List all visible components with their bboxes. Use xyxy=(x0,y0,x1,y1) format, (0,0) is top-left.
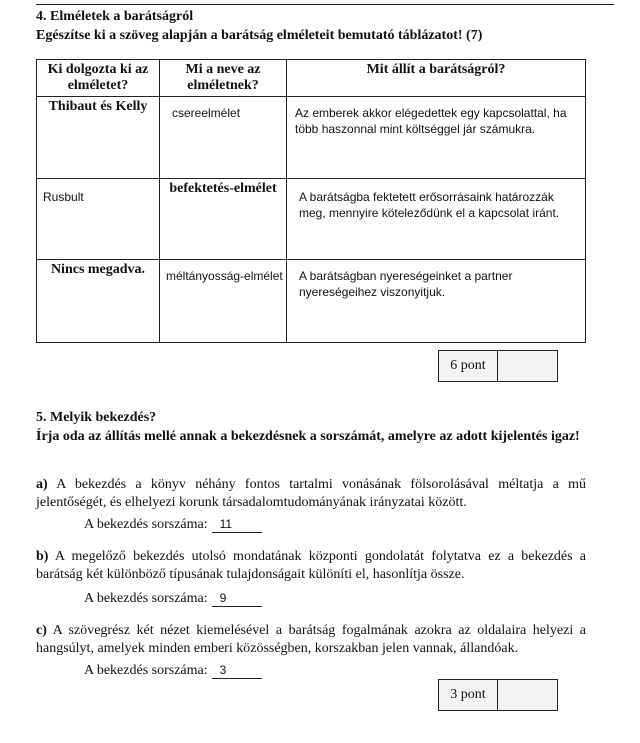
answer-field[interactable]: 11 xyxy=(212,516,262,533)
table-row xyxy=(37,179,586,260)
answer-text: Az emberek akkor elégedettek egy kapcsolattal, ha több haszonnal mint költséggel jár számukra. xyxy=(295,106,567,136)
header-who: Ki dolgozta ki az elméletet? xyxy=(37,60,160,97)
answer-text: A barátságba fektetett erősorrásaink határozzák meg, mennyire köteleződünk el a kapcsolat iránt. xyxy=(299,190,560,220)
answer-label: A bekezdés sorszáma: xyxy=(84,663,208,678)
header-name: Mi a neve az elméletnek? xyxy=(160,60,287,97)
item-text: A szövegrész két nézet kiemelésével a barátság fogalmának azokra az oldalaira helyezi a hangsúlyt, amelyek minden emberi közösségben, korszakban jelen vannak, állandóak. xyxy=(36,623,586,656)
q5-answer-b xyxy=(84,590,262,607)
q5-points-box xyxy=(438,679,558,711)
cell-claim[interactable] xyxy=(287,260,586,343)
cell-claim[interactable] xyxy=(287,179,586,260)
answer-field[interactable]: 9 xyxy=(212,590,262,607)
item-letter: a) xyxy=(36,477,48,492)
answer-text: csereelmélet xyxy=(172,106,241,120)
answer-text: Rusbult xyxy=(43,190,84,204)
points-score-cell[interactable] xyxy=(498,351,557,381)
theory-table xyxy=(36,59,586,343)
q5-answer-a xyxy=(84,516,262,533)
answer-text: méltányosság-elmélet xyxy=(166,269,283,283)
cell-who[interactable] xyxy=(37,179,160,260)
cell-name: befektetés-elmélet xyxy=(160,179,287,260)
points-label: 6 pont xyxy=(439,351,498,381)
header-claim: Mit állít a barátságról? xyxy=(287,60,586,97)
cell-name[interactable] xyxy=(160,260,287,343)
cell-name[interactable] xyxy=(160,97,287,179)
q5-instruction: Írja oda az állítás mellé annak a bekezdésnek a sorszámát, amelyre az adott kijelentés igaz! xyxy=(36,429,580,444)
q4-instruction: Egészítse ki a szöveg alapján a barátság elméleteit bemutató táblázatot! (7) xyxy=(36,28,483,43)
top-rule xyxy=(36,4,614,5)
cell-claim[interactable] xyxy=(287,97,586,179)
points-label: 3 pont xyxy=(439,680,498,710)
cell-who: Thibaut és Kelly xyxy=(37,97,160,179)
q5-title: 5. Melyik bekezdés? xyxy=(36,410,157,425)
item-letter: c) xyxy=(36,623,47,638)
q5-item-c xyxy=(36,622,586,658)
q5-item-b xyxy=(36,548,586,584)
answer-text: A barátságban nyereségeinket a partner nyereségeihez viszonyitjuk. xyxy=(299,269,513,299)
table-header-row xyxy=(37,60,586,97)
answer-label: A bekezdés sorszáma: xyxy=(84,517,208,532)
item-text: A megelőző bekezdés utolsó mondatának központi gondolatát folytatva ez a bekezdés a barátság két különböző típusának tulajdonságait különíti el, hasonlítja össze. xyxy=(36,549,587,582)
q4-title: 4. Elméletek a barátságról xyxy=(36,9,194,24)
table-row xyxy=(37,97,586,179)
answer-label: A bekezdés sorszáma: xyxy=(84,591,208,606)
q4-points-box xyxy=(438,350,558,382)
q5-answer-c xyxy=(84,662,262,679)
item-letter: b) xyxy=(36,549,49,564)
points-score-cell[interactable] xyxy=(498,680,557,710)
q5-item-a xyxy=(36,476,586,512)
cell-who: Nincs megadva. xyxy=(37,260,160,343)
table-row xyxy=(37,260,586,343)
answer-field[interactable]: 3 xyxy=(212,662,262,679)
item-text: A bekezdés a könyv néhány fontos tartalmi vonásának fölsorolásával méltatja a mű jelentőségét, és elhelyezi korunk társadalomtudományának irányzatai között. xyxy=(36,477,586,510)
